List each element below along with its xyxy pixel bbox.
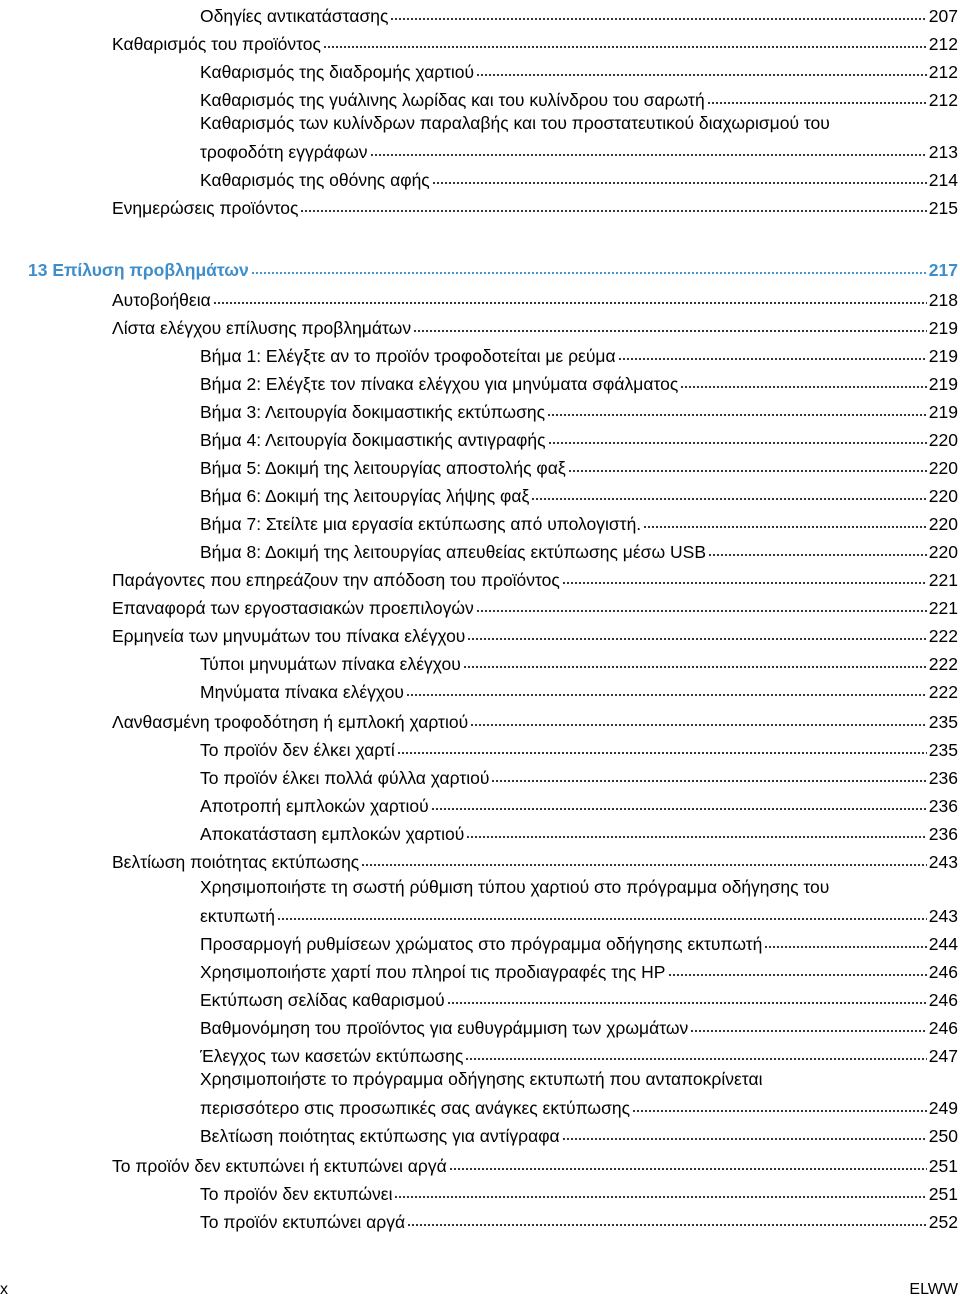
- dot-leader: [668, 956, 927, 978]
- toc-entry[interactable]: [200, 480, 958, 507]
- toc-entry-title: Λίστα ελέγχου επίλυσης προβλημάτων: [112, 318, 412, 338]
- dot-leader: [531, 480, 926, 502]
- toc-entry-page: 220: [928, 430, 958, 450]
- dot-leader: [707, 84, 927, 106]
- footer-doc-code: ELWW: [909, 1281, 958, 1298]
- toc-entry[interactable]: [200, 368, 958, 395]
- dot-leader: [467, 620, 926, 642]
- toc-entry-title: Το προϊόν δεν εκτυπώνει: [200, 1184, 393, 1204]
- toc-entry[interactable]: [200, 396, 958, 423]
- toc-entry[interactable]: [200, 984, 958, 1011]
- toc-entry-title: Ενημερώσεις προϊόντος: [112, 198, 299, 218]
- toc-entry[interactable]: [112, 620, 958, 647]
- dot-leader: [370, 136, 927, 158]
- toc-entry[interactable]: [200, 84, 958, 111]
- dot-leader: [407, 1206, 927, 1228]
- toc-entry-title: Καθαρισμός της διαδρομής χαρτιού: [200, 62, 475, 82]
- toc-entry-title: Έλεγχος των κασετών εκτύπωσης: [200, 1046, 464, 1066]
- toc-entry-page: 213: [928, 142, 958, 162]
- toc-entry-page: 218: [928, 290, 958, 310]
- toc-entry-page: 221: [928, 570, 958, 590]
- toc-entry-title: περισσότερο στις προσωπικές σας ανάγκες εκτύπωσης: [200, 1098, 631, 1118]
- toc-entry-title: Οδηγίες αντικατάστασης: [200, 6, 389, 26]
- toc-entry-page: 219: [928, 346, 958, 366]
- toc-entry[interactable]: [200, 452, 958, 479]
- toc-entry-page: 236: [928, 796, 958, 816]
- toc-entry[interactable]: [200, 790, 958, 817]
- toc-entry-title: Ερμηνεία των μηνυμάτων του πίνακα ελέγχου: [112, 626, 466, 646]
- toc-entry[interactable]: [200, 1120, 958, 1147]
- toc-entry-title-line1: Χρησιμοποιήστε το πρόγραμμα οδήγησης εκτυπωτή που ανταποκρίνεται: [200, 1069, 763, 1089]
- dot-leader: [449, 1150, 927, 1172]
- toc-entry-title: Καθαρισμός της οθόνης αφής: [200, 170, 430, 190]
- toc-entry-title: Αποκατάσταση εμπλοκών χαρτιού: [200, 824, 465, 844]
- toc-entry[interactable]: [200, 508, 958, 535]
- dot-leader: [390, 0, 926, 22]
- dot-leader: [548, 424, 927, 446]
- toc-entry-page: 219: [928, 374, 958, 394]
- toc-entry[interactable]: [200, 900, 958, 927]
- dot-leader: [476, 56, 927, 78]
- toc-entry-page: 243: [928, 852, 958, 872]
- dot-leader: [470, 706, 927, 728]
- dot-leader: [690, 1012, 927, 1034]
- toc-entry[interactable]: [200, 0, 958, 27]
- toc-entry[interactable]: [200, 676, 958, 703]
- dot-leader: [680, 368, 927, 390]
- toc-entry[interactable]: [112, 192, 958, 219]
- dot-leader: [547, 396, 927, 418]
- toc-entry-page: 236: [928, 768, 958, 788]
- toc-entry-title: Εκτύπωση σελίδας καθαρισμού: [200, 990, 445, 1010]
- dot-leader: [465, 1040, 926, 1062]
- toc-entry-page: 222: [928, 682, 958, 702]
- dot-leader: [562, 564, 927, 586]
- toc-entry-title: Βήμα 2: Ελέγξτε τον πίνακα ελέγχου για μηνύματα σφάλματος: [200, 374, 679, 394]
- toc-entry-title: Καθαρισμός της γυάλινης λωρίδας και του κυλίνδρου του σαρωτή: [200, 90, 705, 110]
- toc-entry-page: 212: [928, 62, 958, 82]
- toc-entry-page: 220: [928, 486, 958, 506]
- toc-entry-title: Βήμα 5: Δοκιμή της λειτουργίας αποστολής φαξ: [200, 458, 566, 478]
- toc-entry-page: 212: [928, 90, 958, 110]
- toc-entry-title: Βήμα 7: Στείλτε μια εργασία εκτύπωσης από υπολογιστή.: [200, 514, 642, 534]
- dot-leader: [476, 592, 927, 614]
- toc-entry-page: 220: [928, 542, 958, 562]
- dot-leader: [323, 28, 927, 50]
- toc-entry[interactable]: [200, 1040, 958, 1067]
- toc-entry-title: Τύποι μηνυμάτων πίνακα ελέγχου: [200, 654, 461, 674]
- toc-entry-title: Βελτίωση ποιότητας εκτύπωσης για αντίγραφα: [200, 1126, 560, 1146]
- toc-entry[interactable]: [200, 1012, 958, 1039]
- toc-entry-page: 221: [928, 598, 958, 618]
- toc-entry-page: 244: [928, 934, 958, 954]
- dot-leader: [463, 648, 927, 670]
- toc-entry-page: 246: [928, 1018, 958, 1038]
- dot-leader: [491, 762, 926, 784]
- dot-leader: [413, 312, 927, 334]
- toc-entry[interactable]: [112, 312, 958, 339]
- toc-entry-title: Βαθμονόμηση του προϊόντος για ευθυγράμμιση των χρωμάτων: [200, 1018, 689, 1038]
- toc-entry-page: 243: [928, 906, 958, 926]
- dot-leader: [632, 1092, 927, 1114]
- toc-entry-page: 246: [928, 990, 958, 1010]
- dot-leader: [568, 452, 927, 474]
- toc-chapter-heading[interactable]: [28, 254, 958, 281]
- toc-entry-title: τροφοδότη εγγράφων: [200, 142, 368, 162]
- toc-entry[interactable]: [200, 1206, 958, 1233]
- toc-entry-title: Το προϊόν δεν εκτυπώνει ή εκτυπώνει αργά: [112, 1156, 447, 1176]
- toc-entry-page: 251: [928, 1184, 958, 1204]
- toc-entry-page: 249: [928, 1098, 958, 1118]
- toc-entry-page: 222: [928, 626, 958, 646]
- dot-leader: [643, 508, 927, 530]
- toc-entry-page: 220: [928, 514, 958, 534]
- toc-entry[interactable]: [200, 424, 958, 451]
- toc-entry-title: Καθαρισμός του προϊόντος: [112, 34, 321, 54]
- toc-entry[interactable]: [112, 564, 958, 591]
- toc-entry[interactable]: [112, 1150, 958, 1177]
- toc-entry-page: 236: [928, 824, 958, 844]
- toc-entry-page: 222: [928, 654, 958, 674]
- toc-entry[interactable]: [112, 28, 958, 55]
- toc-entry[interactable]: [112, 846, 958, 873]
- toc-entry-title: εκτυπωτή: [200, 906, 275, 926]
- toc-entry-page: 214: [928, 170, 958, 190]
- dot-leader: [708, 536, 927, 558]
- toc-entry-page: 215: [928, 198, 958, 218]
- dot-leader: [251, 254, 927, 276]
- dot-leader: [562, 1120, 927, 1142]
- dot-leader: [277, 900, 927, 922]
- toc-entry-title: Βήμα 3: Λειτουργία δοκιμαστικής εκτύπωσης: [200, 402, 546, 422]
- toc-entry-title: Βήμα 4: Λειτουργία δοκιμαστικής αντιγραφής: [200, 430, 546, 450]
- toc-entry[interactable]: [200, 164, 958, 191]
- toc-entry-page: 207: [928, 6, 958, 26]
- dot-leader: [406, 676, 927, 698]
- toc-entry-page: 235: [928, 712, 958, 732]
- toc-entry-page: 219: [928, 402, 958, 422]
- dot-leader: [394, 1178, 926, 1200]
- toc-entry-title: Το προϊόν έλκει πολλά φύλλα χαρτιού: [200, 768, 490, 788]
- toc-entry[interactable]: [200, 956, 958, 983]
- toc-entry[interactable]: [200, 734, 958, 761]
- dot-leader: [764, 928, 926, 950]
- toc-entry-title: Προσαρμογή ρυθμίσεων χρώματος στο πρόγραμμα οδήγησης εκτυπωτή: [200, 934, 763, 954]
- dot-leader: [447, 984, 927, 1006]
- dot-leader: [397, 734, 927, 756]
- toc-entry-title: 13 Επίλυση προβλημάτων: [28, 260, 249, 280]
- toc-entry[interactable]: [200, 56, 958, 83]
- dot-leader: [361, 846, 927, 868]
- toc-entry-page: 250: [928, 1126, 958, 1146]
- dot-leader: [431, 790, 927, 812]
- toc-entry-page: 235: [928, 740, 958, 760]
- toc-entry[interactable]: [200, 928, 958, 955]
- toc-entry[interactable]: [200, 1092, 958, 1119]
- dot-leader: [213, 284, 927, 306]
- toc-entry[interactable]: [112, 592, 958, 619]
- dot-leader: [618, 340, 927, 362]
- toc-entry-page: 219: [928, 318, 958, 338]
- toc-entry-page: 246: [928, 962, 958, 982]
- toc-entry[interactable]: [200, 136, 958, 163]
- toc-entry-title-line1: Καθαρισμός των κυλίνδρων παραλαβής και του προστατευτικού διαχωρισμού του: [200, 113, 830, 133]
- toc-entry-title: Αποτροπή εμπλοκών χαρτιού: [200, 796, 429, 816]
- toc-entry[interactable]: [200, 818, 958, 845]
- toc-entry-title: Το προϊόν δεν έλκει χαρτί: [200, 740, 395, 760]
- toc-entry-page: 220: [928, 458, 958, 478]
- toc-entry[interactable]: [200, 1178, 958, 1205]
- toc-entry[interactable]: [200, 340, 958, 367]
- toc-entry-page: 252: [928, 1212, 958, 1232]
- toc-entry-title-line1: Χρησιμοποιήστε τη σωστή ρύθμιση τύπου χαρτιού στο πρόγραμμα οδήγησης του: [200, 877, 830, 897]
- dot-leader: [300, 192, 926, 214]
- toc-entry-title: Βήμα 8: Δοκιμή της λειτουργίας απευθείας εκτύπωσης μέσω USB: [200, 542, 706, 562]
- toc-entry-page: 247: [928, 1046, 958, 1066]
- toc-entry[interactable]: [200, 762, 958, 789]
- toc-entry[interactable]: [112, 284, 958, 311]
- toc-entry[interactable]: [112, 706, 958, 733]
- toc-entry-title: Βήμα 6: Δοκιμή της λειτουργίας λήψης φαξ: [200, 486, 530, 506]
- toc-entry-title: Αυτοβοήθεια: [112, 290, 211, 310]
- toc-entry-title: Βήμα 1: Ελέγξτε αν το προϊόν τροφοδοτείται με ρεύμα: [200, 346, 616, 366]
- toc-entry[interactable]: [200, 536, 958, 563]
- toc-entry[interactable]: [200, 648, 958, 675]
- toc-entry-title: Μηνύματα πίνακα ελέγχου: [200, 682, 404, 702]
- toc-entry-page: 212: [928, 34, 958, 54]
- dot-leader: [466, 818, 927, 840]
- toc-entry-title: Χρησιμοποιήστε χαρτί που πληροί τις προδιαγραφές της HP: [200, 962, 666, 982]
- toc-entry-title: Παράγοντες που επηρεάζουν την απόδοση του προϊόντος: [112, 570, 560, 590]
- dot-leader: [432, 164, 927, 186]
- toc-entry-page: 251: [928, 1156, 958, 1176]
- footer-page-number: x: [0, 1281, 8, 1298]
- toc-entry-title: Βελτίωση ποιότητας εκτύπωσης: [112, 852, 360, 872]
- toc-entry-page: 217: [928, 260, 958, 280]
- toc-entry-title: Επαναφορά των εργοστασιακών προεπιλογών: [112, 598, 474, 618]
- toc-entry-title: Το προϊόν εκτυπώνει αργά: [200, 1212, 406, 1232]
- toc-entry-title: Λανθασμένη τροφοδότηση ή εμπλοκή χαρτιού: [112, 712, 469, 732]
